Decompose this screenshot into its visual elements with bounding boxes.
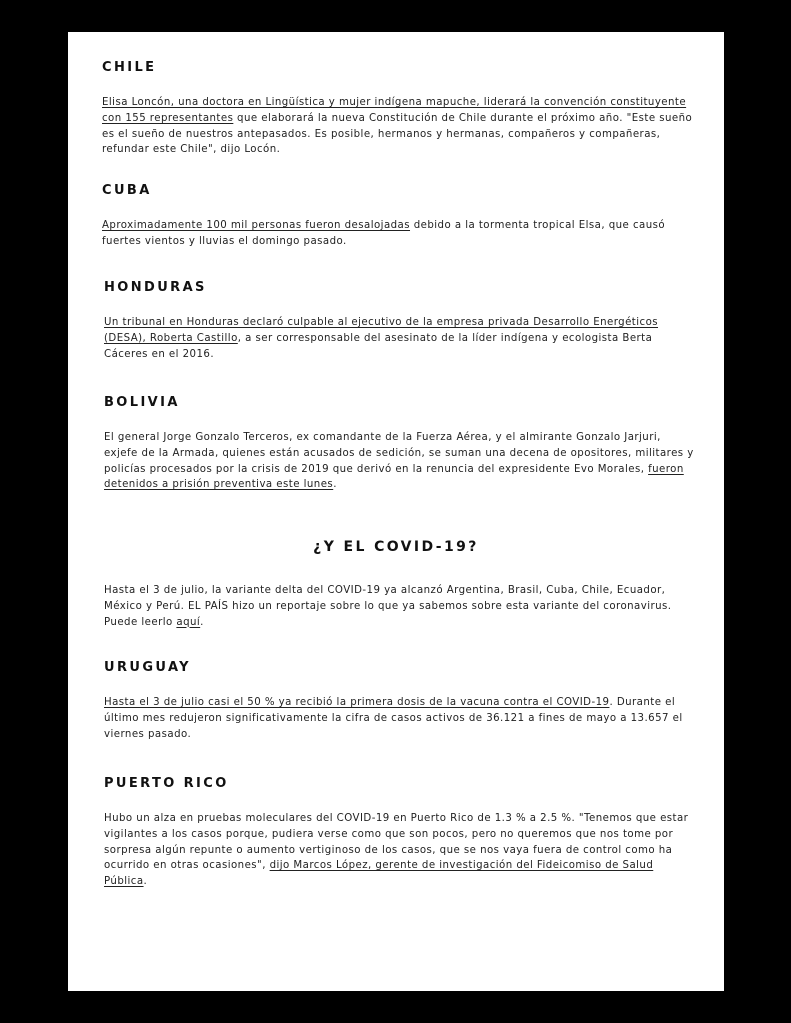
paragraph-text: debido a la tormenta tropical Elsa, que causó fuertes vientos y lluvias el domingo pasado. (102, 220, 666, 247)
paragraph-text: El general Jorge Gonzalo Terceros, ex comandante de la Fuerza Aérea, y el almirante Gonzalo Jarjuri, exjefe de la Armada, quienes están acusados de sedición, se suman una decena de opositores, militares y policías procesados por la crisis de 2019 que derivó en la renuncia del expresidente Evo Morales, (104, 432, 694, 475)
paragraph-text: Hubo un alza en pruebas moleculares del COVID-19 en Puerto Rico de 1.3 % a 2.5 %. "Tenemos que estar vigilantes a los casos porque, pudiera verse como que son pocos, pero no queremos que nos tome por sorpresa algún repunte o aumento vertiginoso de los casos, que se nos vaya fuera de control como ha ocurrido en otras ocasiones", (104, 813, 689, 872)
section-bolivia (104, 395, 696, 493)
article-link[interactable]: Elisa Loncón, una doctora en Lingüística y mujer indígena mapuche, liderará la convención constituyente con 155 representantes (102, 97, 687, 124)
section-covid (104, 583, 696, 630)
paragraph-text: . Durante el último mes redujeron significativamente la cifra de casos activos de 36.121 a fines de mayo a 13.657 el viernes pasado. (104, 697, 683, 740)
section-heading: BOLIVIA (104, 395, 180, 410)
document-page (68, 32, 724, 991)
article-link[interactable]: Aproximadamente 100 mil personas fueron desalojadas (102, 220, 411, 231)
section-paragraph (104, 430, 696, 493)
section-paragraph (104, 315, 696, 362)
section-heading: CUBA (102, 183, 152, 198)
paragraph-text-end: . (200, 616, 204, 628)
section-paragraph (104, 811, 696, 890)
article-link[interactable]: dijo Marcos López, gerente de investigación del Fideicomiso de Salud Pública (104, 860, 654, 888)
section-cuba (102, 183, 694, 250)
section-paragraph (102, 95, 694, 158)
section-heading: CHILE (102, 60, 157, 75)
paragraph-text: que elaborará la nueva Constitución de Chile durante el próximo año. "Este sueño es el sueño de nuestros antepasados. Es posible, hermanos y hermanas, compañeros y compañeras, refundar este Chile", dijo Locón. (102, 112, 693, 156)
section-heading: PUERTO RICO (104, 776, 229, 791)
article-link[interactable]: Hasta el 3 de julio casi el 50 % ya recibió la primera dosis de la vacuna contra el COVID-19 (104, 697, 610, 708)
paragraph-text-end: . (333, 479, 337, 491)
paragraph-text: Hasta el 3 de julio, la variante delta del COVID-19 ya alcanzó Argentina, Brasil, Cuba, Chile, Ecuador, México y Perú. EL PAÍS hizo un reportaje sobre lo que ya sabemos sobre esta variante del coronavirus. Puede leerlo (104, 585, 672, 628)
article-link[interactable]: Un tribunal en Honduras declaró culpable al ejecutivo de la empresa privada Desarrollo Energéticos (DESA), Roberta Castillo (104, 317, 659, 344)
section-heading: HONDURAS (104, 280, 207, 295)
article-link[interactable]: aquí (176, 616, 201, 628)
paragraph-text-end: . (143, 876, 148, 888)
section-chile (102, 60, 694, 158)
section-paragraph (104, 583, 696, 630)
section-heading: URUGUAY (104, 660, 191, 675)
section-honduras (104, 280, 696, 362)
section-puerto-rico (104, 776, 696, 890)
article-link[interactable]: fueron detenidos a prisión preventiva este lunes (104, 463, 684, 491)
section-paragraph (104, 695, 696, 742)
covid-heading: ¿Y EL COVID-19? (313, 539, 479, 555)
section-paragraph (102, 218, 694, 250)
section-uruguay (104, 660, 696, 742)
paragraph-text: , a ser corresponsable del asesinato de la líder indígena y ecologista Berta Cáceres en el 2016. (104, 332, 653, 360)
